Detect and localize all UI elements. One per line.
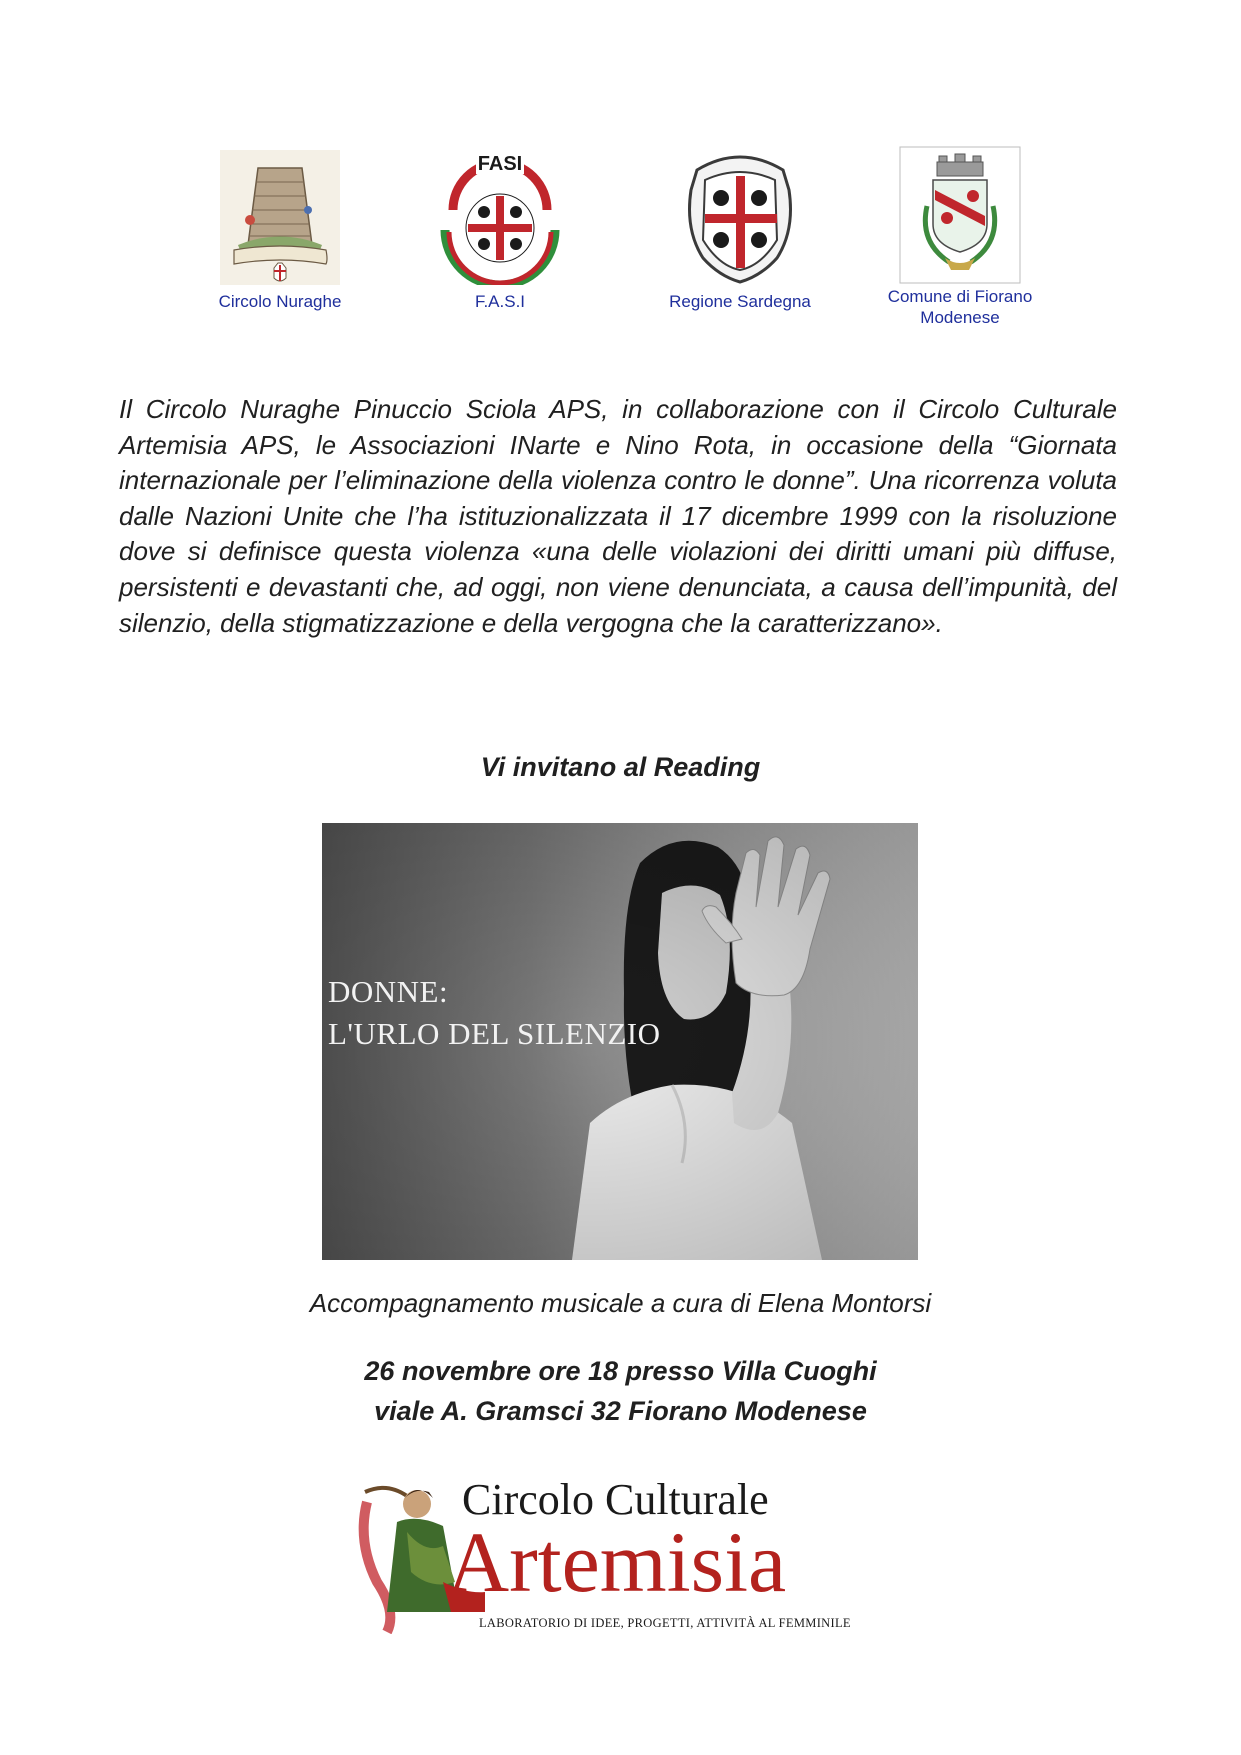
event-address-line: viale A. Gramsci 32 Fiorano Modenese — [374, 1396, 867, 1426]
logo-caption: Modenese — [920, 308, 1000, 327]
photo-title — [328, 971, 661, 1055]
fasi-mark-text: FASI — [477, 153, 523, 175]
intro-paragraph: Il Circolo Nuraghe Pinuccio Sciola APS, in collaborazione con il Circolo Culturale Artemisia APS, le Associazioni INarte e Nino Rota, in occasione della “Giornata internazionale per l’eliminazione della violenza contro le donne”. Una ricorrenza voluta dalle Nazioni Unite che l’ha istituzionalizzata il 17 dicembre 1999 con la risoluzione dove si definisce questa violenza «una delle violazioni dei diritti umani più diffuse, persistenti e devastanti che, ad oggi, non viene denunciata, a causa dell’impunità, del silenzio, della stigmatizzazione e della vergogna che la caratterizzano». — [119, 394, 1117, 638]
artemisia-org-line: Circolo Culturale — [462, 1475, 769, 1524]
fasi-emblem-icon — [431, 150, 569, 285]
music-credit: Accompagnamento musicale a cura di Elena Montorsi — [309, 1288, 932, 1318]
nuraghe-tower-icon — [220, 150, 340, 285]
invite-heading: Vi invitano al Reading — [480, 752, 761, 782]
logo-comune-fiorano — [870, 146, 1050, 328]
photo-title-line2: L'URLO DEL SILENZIO — [328, 1016, 661, 1051]
event-date-line: 26 novembre ore 18 presso Villa Cuoghi — [364, 1356, 877, 1386]
sardinia-coat-of-arms-icon — [677, 150, 803, 285]
logo-caption: Regione Sardegna — [669, 292, 811, 311]
logo-caption: Circolo Nuraghe — [218, 292, 342, 311]
photo-title-line1: DONNE: — [328, 974, 449, 1009]
logo-circolo-artemisia — [347, 1462, 889, 1634]
fiorano-coat-of-arms-icon — [899, 146, 1021, 284]
logo-caption: Comune di Fiorano — [887, 287, 1033, 306]
logo-regione-sardegna — [650, 150, 830, 312]
logo-fasi — [420, 150, 580, 312]
event-photo — [322, 823, 918, 1260]
logo-caption: F.A.S.I — [474, 292, 526, 311]
artemisia-tagline: LABORATORIO DI IDEE, PROGETTI, ATTIVITÀ AL FEMMINILE — [479, 1616, 851, 1630]
artemisia-name: Artemisia — [447, 1514, 787, 1610]
logo-circolo-nuraghe — [200, 150, 360, 312]
